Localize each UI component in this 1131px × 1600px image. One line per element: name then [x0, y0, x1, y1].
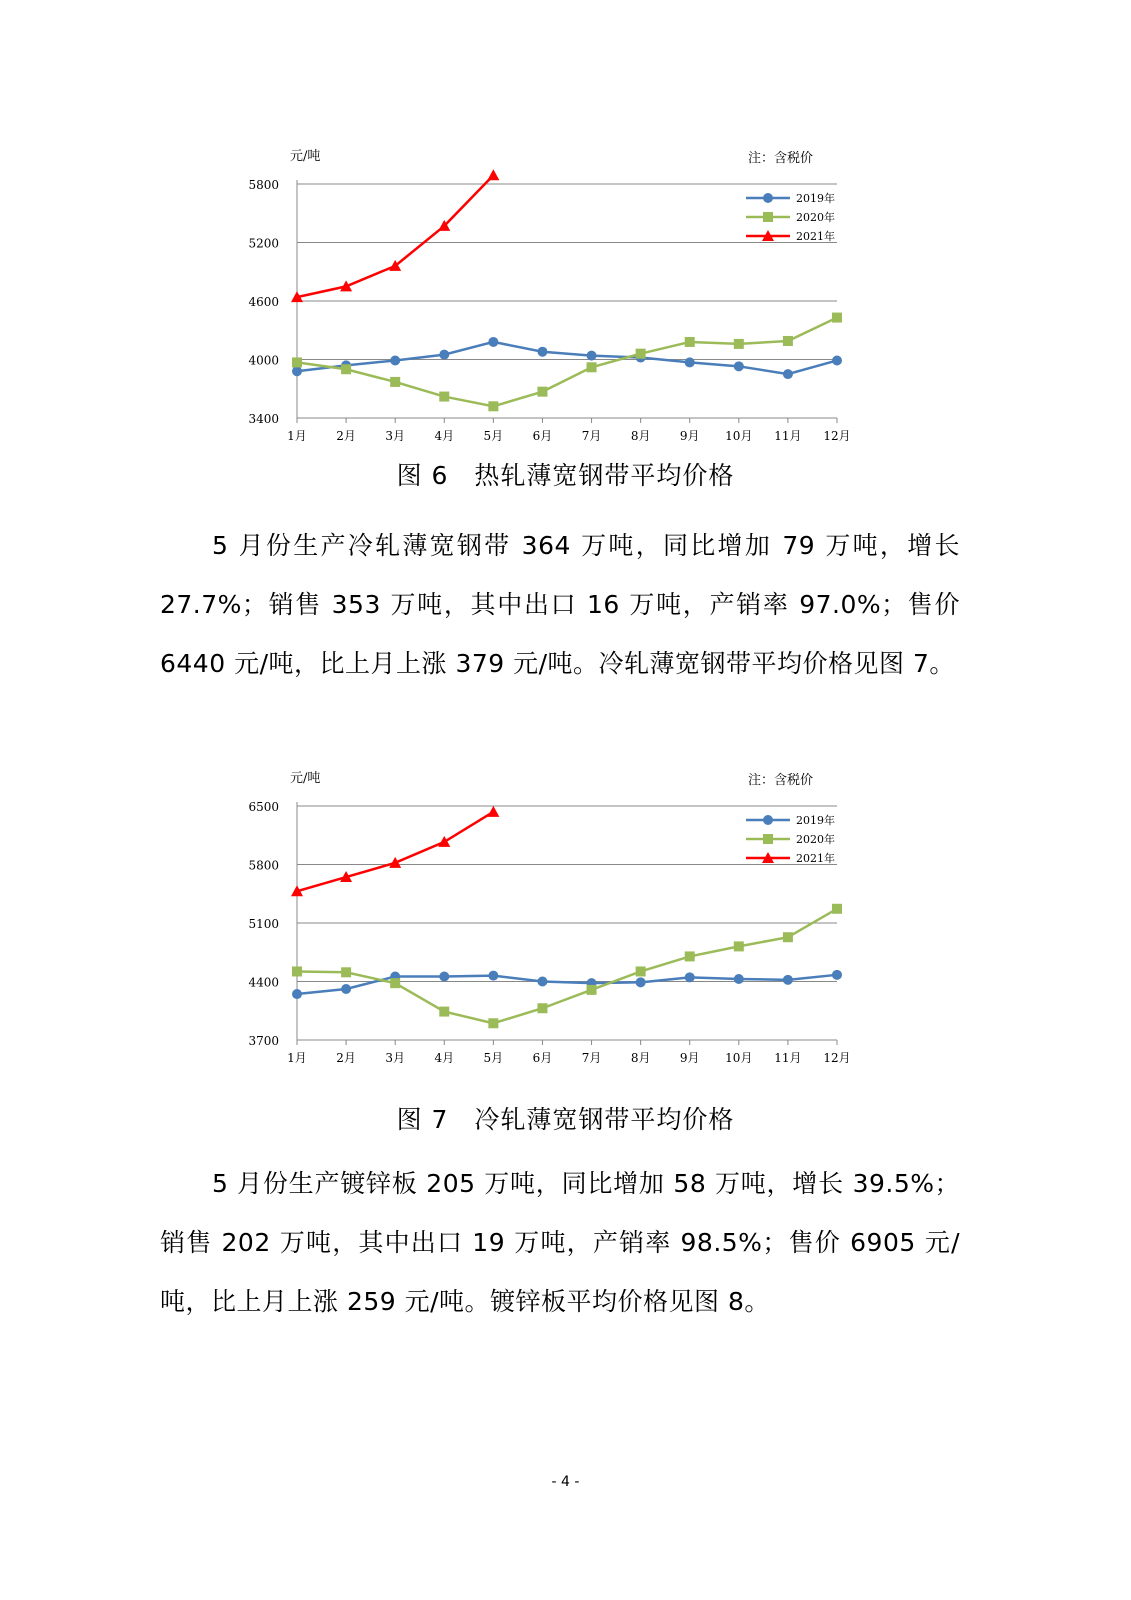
legend-item — [746, 229, 835, 243]
legend-item — [746, 832, 835, 846]
price-note: 注：含税价 — [748, 151, 814, 166]
data-point — [685, 972, 695, 982]
figure-caption-6: 图 6 热轧薄宽钢带平均价格 — [396, 461, 735, 490]
data-point — [537, 387, 547, 397]
data-point — [587, 351, 597, 361]
data-point — [390, 355, 400, 365]
data-point — [685, 951, 695, 961]
data-point — [783, 369, 793, 379]
y-tick-label: 4600 — [248, 295, 279, 309]
data-point — [783, 336, 793, 346]
data-point — [537, 977, 547, 987]
y-tick-label: 5800 — [248, 178, 279, 192]
legend-item — [746, 851, 835, 865]
y-tick-label: 5800 — [248, 858, 279, 873]
x-tick-label: 10月 — [725, 429, 753, 443]
x-tick-label: 12月 — [823, 429, 851, 443]
data-point — [390, 978, 400, 988]
data-point — [292, 366, 302, 376]
x-tick-label: 5月 — [483, 429, 504, 443]
unit-label: 元/吨 — [290, 771, 321, 786]
data-point — [487, 169, 499, 180]
legend-label: 2020年 — [796, 211, 835, 224]
data-point — [488, 971, 498, 981]
data-point — [832, 970, 842, 980]
x-tick-label: 10月 — [725, 1051, 753, 1065]
data-point — [390, 377, 400, 387]
chart-cold-rolled-price — [240, 762, 860, 1082]
x-tick-label: 12月 — [823, 1051, 851, 1065]
series-2019 — [292, 970, 842, 999]
x-tick-label: 3月 — [385, 1051, 406, 1065]
x-tick-label: 2月 — [336, 1051, 356, 1065]
data-point — [734, 974, 744, 984]
data-point — [636, 977, 646, 987]
data-point — [734, 339, 744, 349]
y-tick-label: 6500 — [248, 800, 279, 814]
data-point — [439, 392, 449, 402]
data-point — [783, 975, 793, 985]
data-point — [685, 357, 695, 367]
data-point — [439, 350, 449, 360]
legend-label: 2019年 — [796, 192, 835, 205]
x-tick-label: 6月 — [532, 429, 553, 443]
legend-item — [746, 210, 835, 224]
price-note: 注：含税价 — [748, 773, 814, 788]
data-point — [488, 401, 498, 411]
series-line — [297, 812, 493, 891]
data-point — [587, 362, 597, 372]
data-point — [832, 355, 842, 365]
page-number: - 4 - — [551, 1474, 580, 1490]
x-tick-label: 1月 — [287, 429, 307, 443]
x-tick-label: 7月 — [581, 1051, 602, 1065]
legend-label: 2020年 — [796, 833, 835, 846]
data-point — [763, 212, 773, 222]
data-point — [292, 989, 302, 999]
data-point — [685, 337, 695, 347]
series-line — [297, 909, 837, 1023]
x-tick-label: 11月 — [774, 1051, 802, 1065]
unit-label: 元/吨 — [290, 149, 321, 164]
data-point — [341, 967, 351, 977]
data-point — [832, 313, 842, 323]
x-tick-label: 9月 — [679, 1051, 700, 1065]
data-point — [783, 932, 793, 942]
data-point — [587, 985, 597, 995]
data-point — [292, 966, 302, 976]
y-tick-label: 5200 — [248, 236, 279, 251]
legend-label: 2021年 — [796, 852, 835, 865]
data-point — [763, 193, 773, 203]
x-tick-label: 2月 — [336, 429, 356, 443]
chart-svg — [240, 762, 860, 1082]
y-tick-label: 3400 — [248, 412, 279, 426]
x-tick-label: 4月 — [434, 1051, 455, 1065]
data-point — [734, 361, 744, 371]
data-point — [763, 834, 773, 844]
x-tick-label: 4月 — [434, 429, 455, 443]
series-2021 — [291, 806, 499, 896]
legend-item — [746, 813, 835, 827]
data-point — [763, 815, 773, 825]
x-tick-label: 5月 — [483, 1051, 504, 1065]
x-tick-label: 7月 — [581, 429, 602, 443]
x-tick-label: 8月 — [630, 1051, 651, 1065]
data-point — [487, 806, 499, 817]
paragraph-galvanized: 5 月份生产镀锌板 205 万吨，同比增加 58 万吨，增长 39.5%；销售 202 万吨，其中出口 19 万吨，产销率 98.5%；售价 6905 元/吨，比上月上涨 259 元/吨。镀锌板平均价格见图 8。 — [160, 1169, 960, 1316]
data-point — [341, 364, 351, 374]
legend-label: 2021年 — [796, 230, 835, 243]
data-point — [439, 971, 449, 981]
series-line — [297, 342, 837, 374]
x-tick-label: 9月 — [679, 429, 700, 443]
data-point — [734, 941, 744, 951]
data-point — [341, 984, 351, 994]
series-line — [297, 175, 493, 297]
data-point — [537, 1003, 547, 1013]
data-point — [537, 347, 547, 357]
x-tick-label: 1月 — [287, 1051, 307, 1065]
x-tick-label: 8月 — [630, 429, 651, 443]
series-line — [297, 975, 837, 994]
x-tick-label: 6月 — [532, 1051, 553, 1065]
data-point — [488, 337, 498, 347]
series-2021 — [291, 169, 499, 302]
figure-caption-7: 图 7 冷轧薄宽钢带平均价格 — [396, 1105, 735, 1134]
x-tick-label: 3月 — [385, 429, 406, 443]
data-point — [438, 836, 450, 847]
series-2020 — [292, 904, 842, 1028]
data-point — [832, 904, 842, 914]
chart-svg — [240, 140, 860, 460]
data-point — [439, 1007, 449, 1017]
y-tick-label: 3700 — [248, 1034, 279, 1048]
y-tick-label: 5100 — [248, 917, 279, 931]
x-tick-label: 11月 — [774, 429, 802, 443]
y-tick-label: 4000 — [248, 353, 279, 368]
legend-label: 2019年 — [796, 814, 835, 827]
paragraph-cold-rolled: 5 月份生产冷轧薄宽钢带 364 万吨，同比增加 79 万吨，增长 27.7%；销售 353 万吨，其中出口 16 万吨，产销率 97.0%；售价 6440 元/吨，比上月上涨 379 元/吨。冷轧薄宽钢带平均价格见图 7。 — [160, 531, 960, 678]
data-point — [636, 966, 646, 976]
chart-hot-rolled-price — [240, 140, 860, 460]
y-tick-label: 4400 — [248, 975, 279, 990]
data-point — [636, 349, 646, 359]
data-point — [292, 357, 302, 367]
legend-item — [746, 191, 835, 205]
data-point — [488, 1018, 498, 1028]
